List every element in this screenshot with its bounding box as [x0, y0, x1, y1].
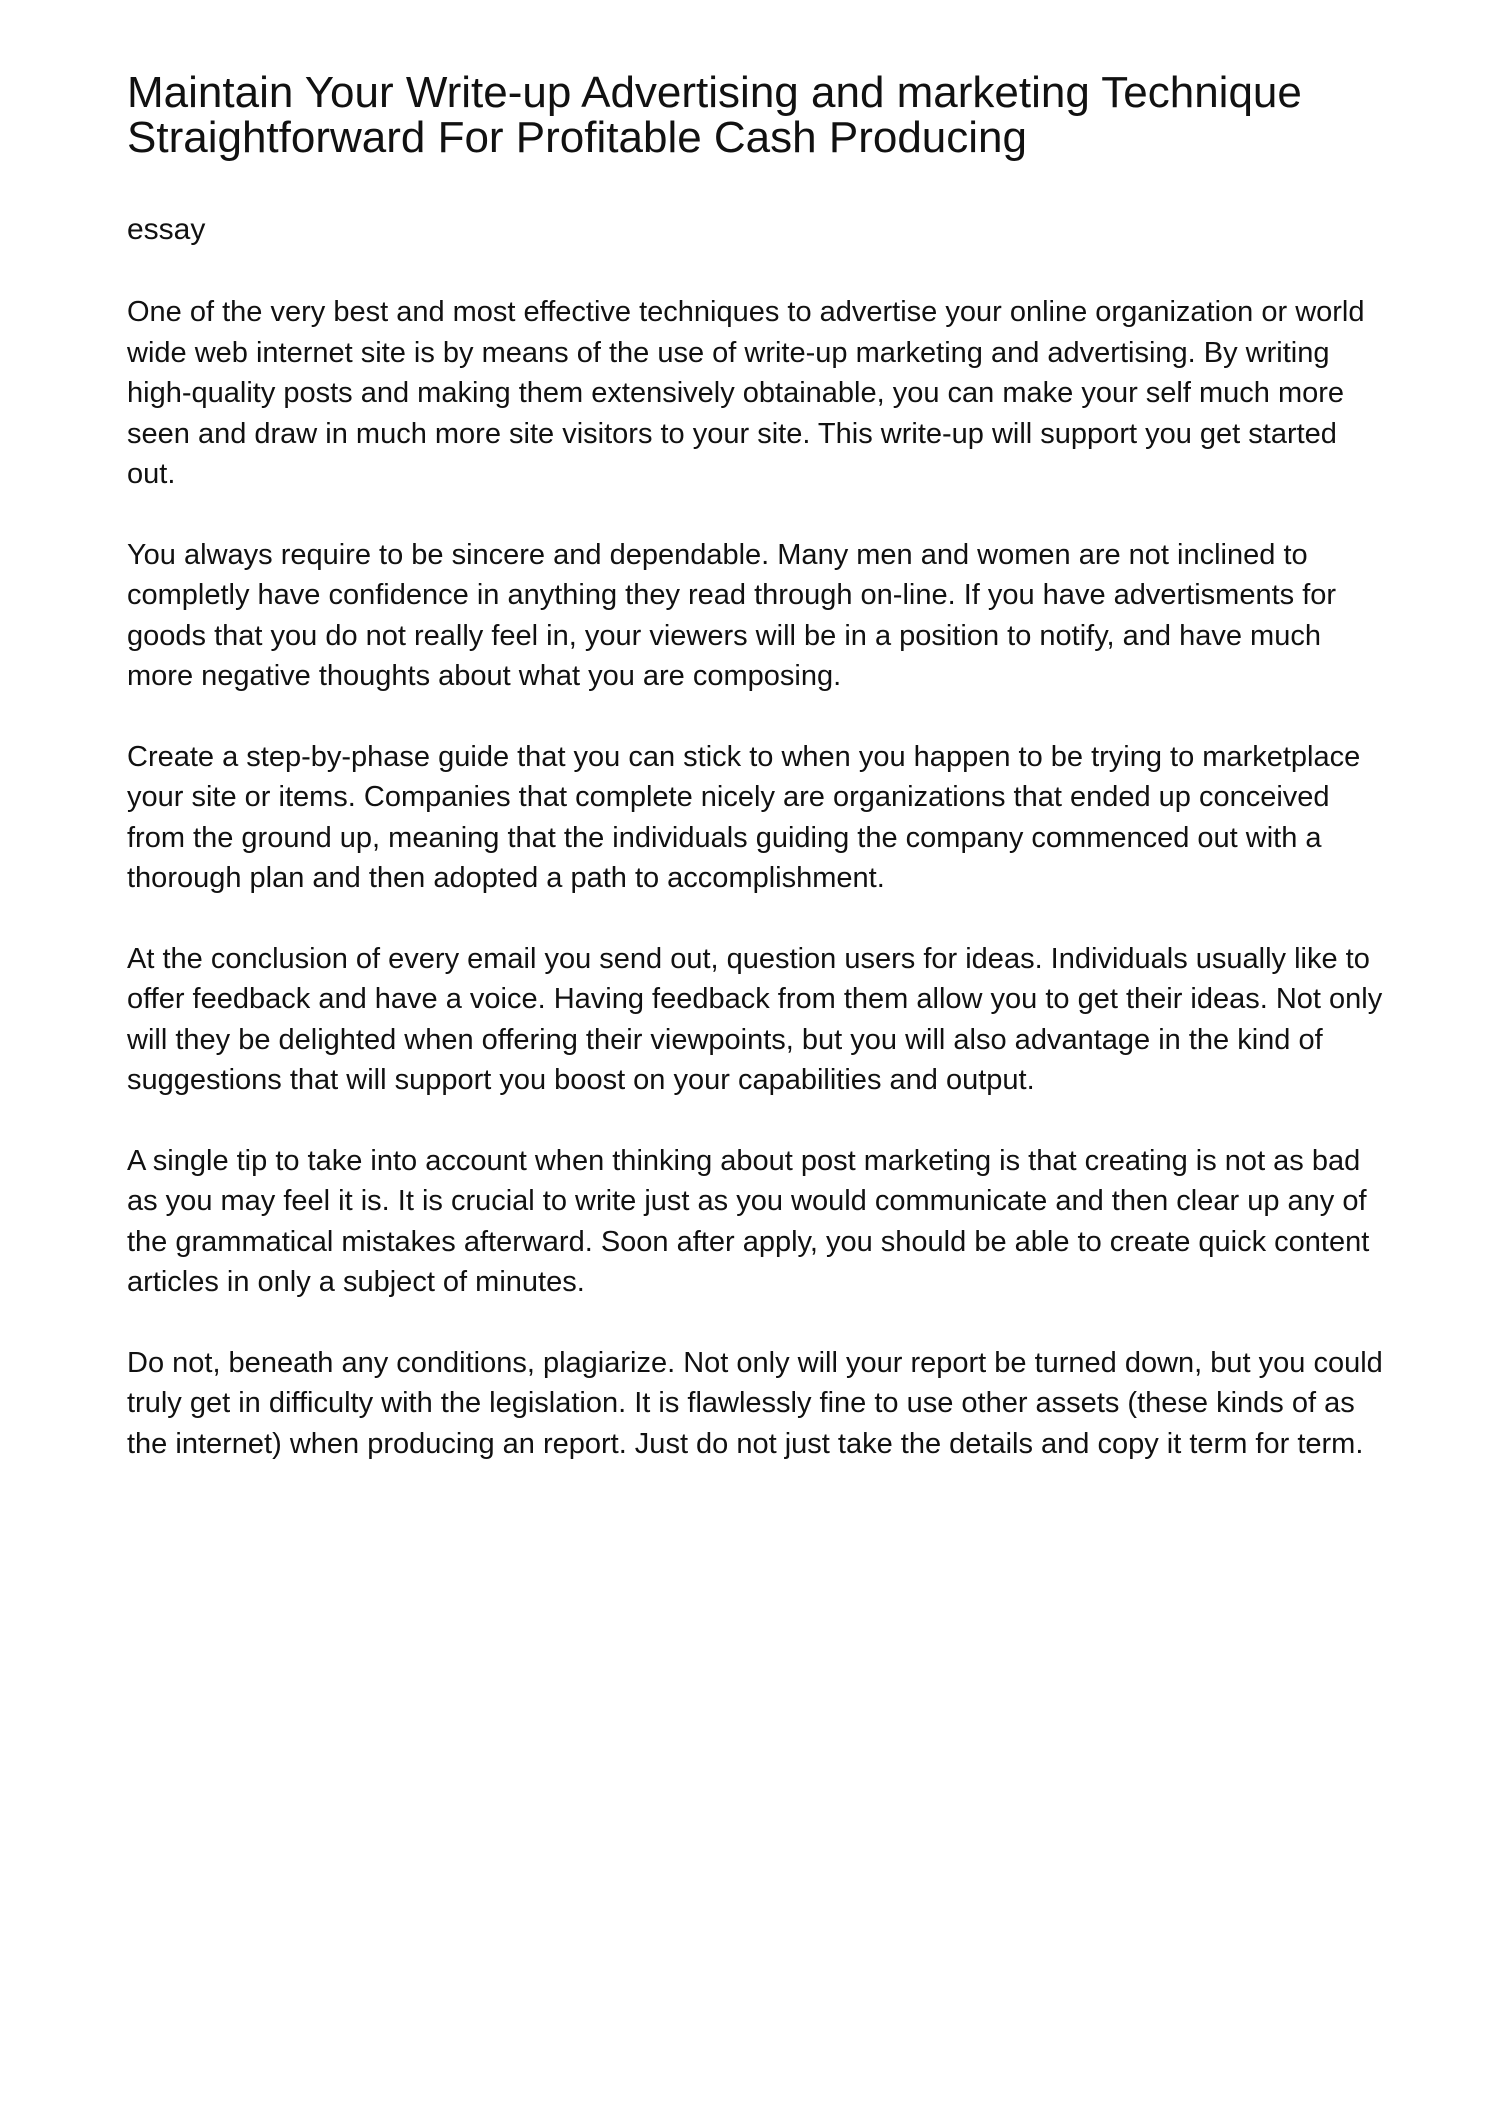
paragraph: You always require to be sincere and dependable. Many men and women are not inclined to completly have confidence in anything they read through on-line. If you have advertisments for goods that you do not really feel in, your viewers will be in a position to notify, and have much more negative thoughts about what you are composing.	[127, 538, 1337, 692]
paragraph: Create a step-by-phase guide that you can stick to when you happen to be trying to marketplace your site or items. Companies that complete nicely are organizations that ended up conceived from the ground up, meaning that the individuals guiding the company commenced out with a thorough plan and then adopted a path to accomplishment.	[127, 740, 1361, 894]
paragraph: A single tip to take into account when thinking about post marketing is that creating is not as bad as you may feel it is. It is crucial to write just as you would communicate and then clear up any of the grammatical mistakes afterward. Soon after apply, you should be able to create quick content articles in only a subject of minutes.	[127, 1144, 1370, 1298]
document-title: Maintain Your Write-up Advertising and marketing Technique Straightforward For Profitable Cash Producing	[127, 68, 1302, 162]
paragraph: At the conclusion of every email you send out, question users for ideas. Individuals usually like to offer feedback and have a voice. Having feedback from them allow you to get their ideas. Not only will they be delighted when offering their viewpoints, but you will also advantage in the kind of suggestions that will support you boost on your capabilities and output.	[127, 942, 1383, 1096]
document-category-label: essay	[127, 213, 206, 246]
paragraph: Do not, beneath any conditions, plagiarize. Not only will your report be turned down, but you could truly get in difficulty with the legislation. It is flawlessly fine to use other assets (these kinds of as the internet) when producing an report. Just do not just take the details and copy it term for term.	[127, 1346, 1383, 1460]
document-body	[127, 292, 1387, 1504]
paragraph: One of the very best and most effective techniques to advertise your online organization or world wide web internet site is by means of the use of write-up marketing and advertising. By writing high-quality posts and making them extensively obtainable, you can make your self much more seen and draw in much more site visitors to your site. This write-up will support you get started out.	[127, 296, 1365, 490]
